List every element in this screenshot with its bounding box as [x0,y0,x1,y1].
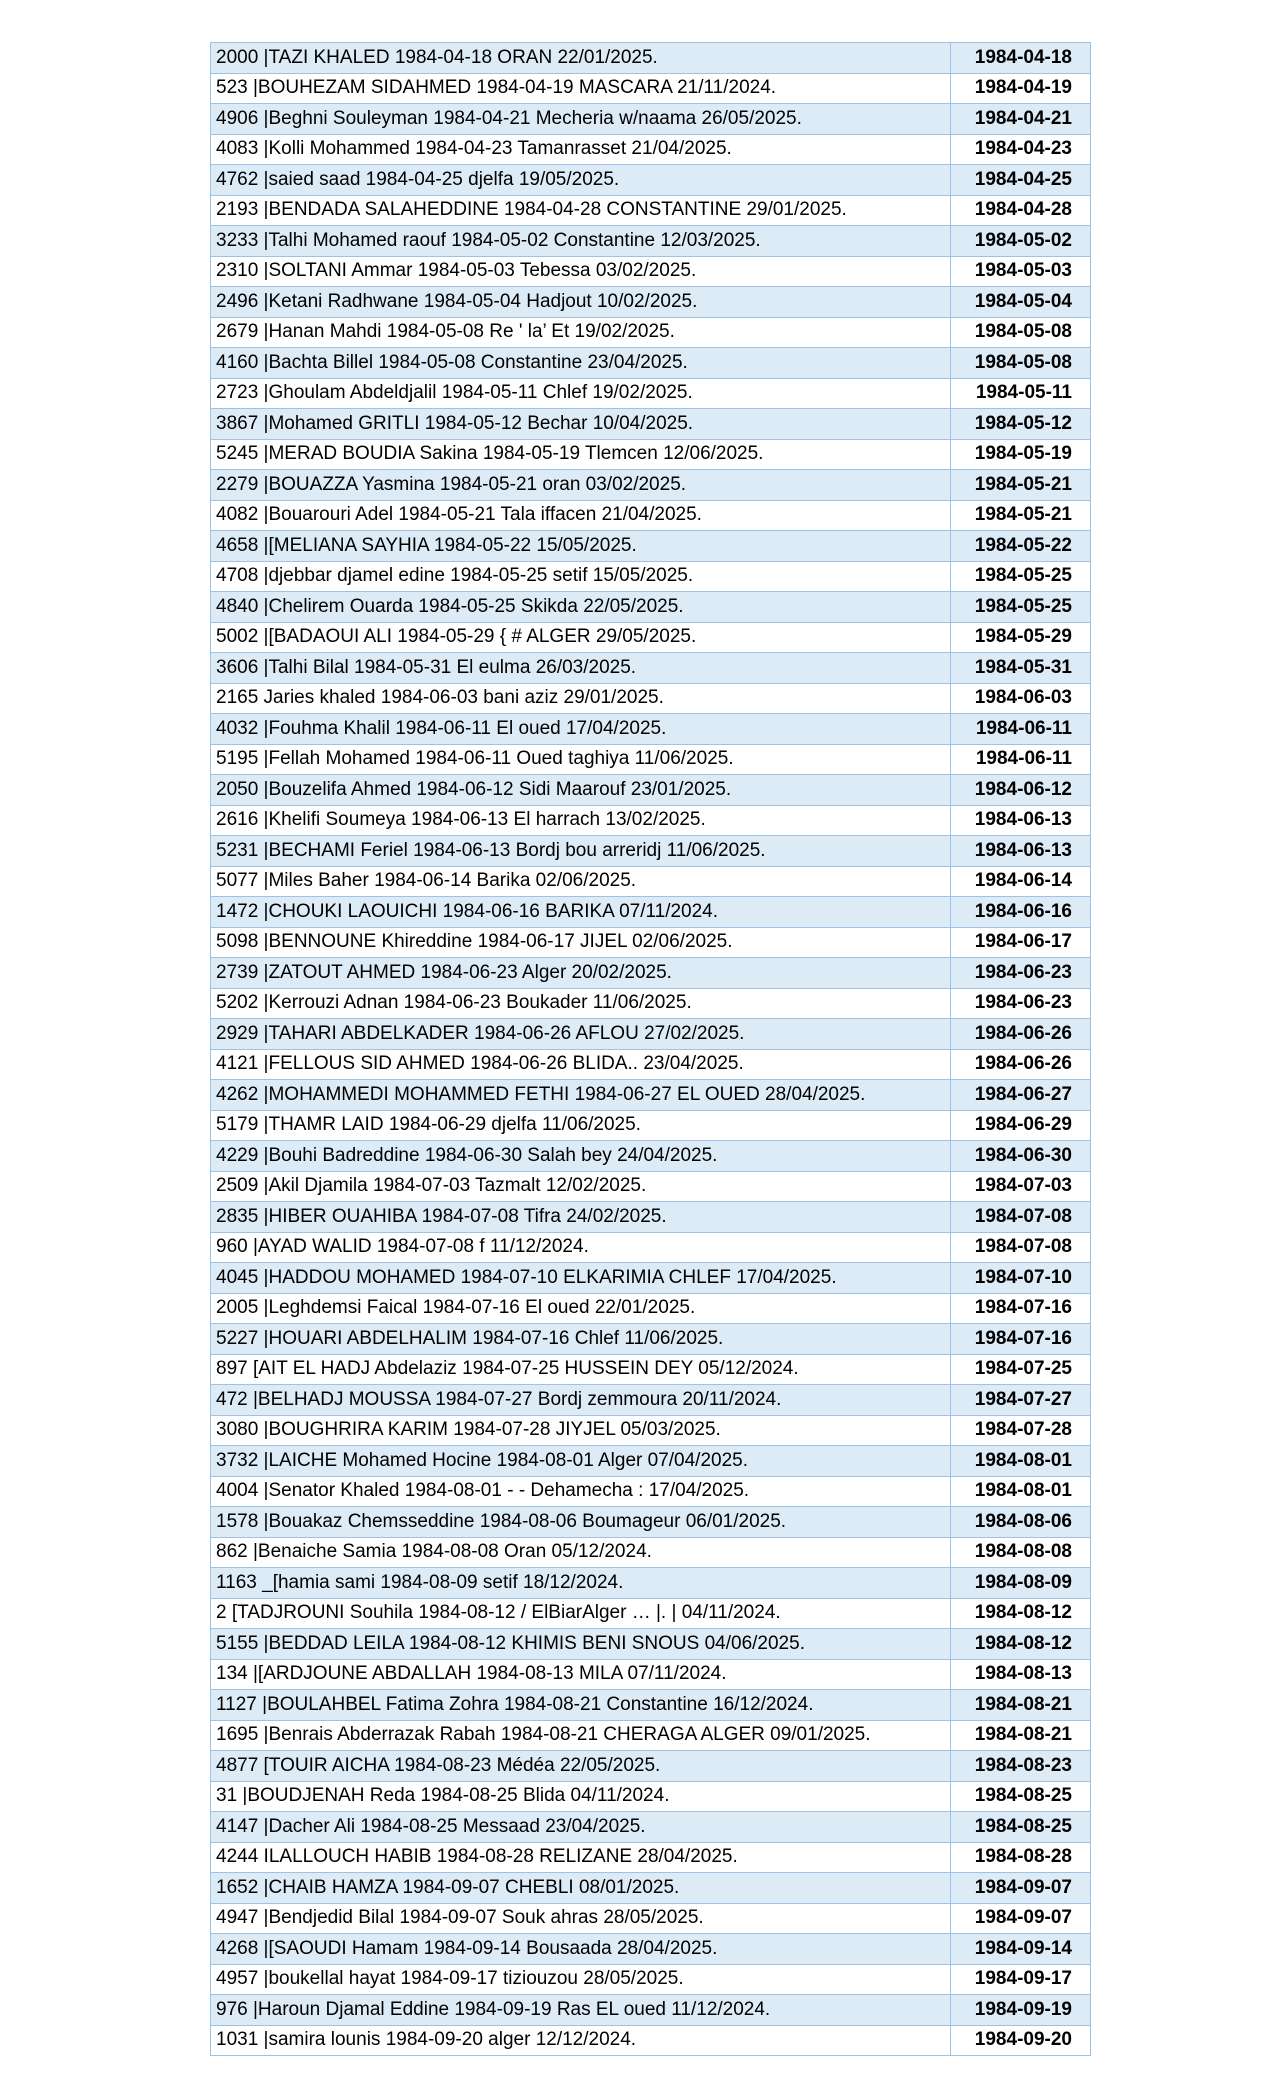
record-date-cell: 1984-05-22 [951,531,1091,562]
records-table-body [211,43,1091,2056]
table-row [211,1629,1091,1660]
record-date-cell: 1984-05-31 [951,653,1091,684]
record-date-cell: 1984-05-08 [951,317,1091,348]
record-date-cell: 1984-09-19 [951,1995,1091,2026]
record-text-cell: 1652 |CHAIB HAMZA 1984-09-07 CHEBLI 08/01/2025. [211,1873,951,1904]
record-text-cell: 4083 |Kolli Mohammed 1984-04-23 Tamanrasset 21/04/2025. [211,134,951,165]
table-row [211,897,1091,928]
table-row [211,1324,1091,1355]
table-row [211,348,1091,379]
record-text-cell: 4947 |Bendjedid Bilal 1984-09-07 Souk ahras 28/05/2025. [211,1903,951,1934]
record-date-cell: 1984-07-10 [951,1263,1091,1294]
table-row [211,1415,1091,1446]
record-date-cell: 1984-06-26 [951,1049,1091,1080]
record-date-cell: 1984-08-25 [951,1781,1091,1812]
record-date-cell: 1984-06-23 [951,988,1091,1019]
record-text-cell: 2509 |Akil Djamila 1984-07-03 Tazmalt 12/02/2025. [211,1171,951,1202]
record-date-cell: 1984-08-28 [951,1842,1091,1873]
record-text-cell: 4906 |Beghni Souleyman 1984-04-21 Mecheria w/naama 26/05/2025. [211,104,951,135]
record-date-cell: 1984-08-01 [951,1446,1091,1477]
document-page [210,42,1090,2056]
record-date-cell: 1984-06-23 [951,958,1091,989]
record-text-cell: 960 |AYAD WALID 1984-07-08 f 11/12/2024. [211,1232,951,1263]
record-text-cell: 5179 |THAMR LAID 1984-06-29 djelfa 11/06/2025. [211,1110,951,1141]
record-date-cell: 1984-05-21 [951,500,1091,531]
table-row [211,622,1091,653]
record-date-cell: 1984-07-16 [951,1293,1091,1324]
table-row [211,1659,1091,1690]
record-text-cell: 2929 |TAHARI ABDELKADER 1984-06-26 AFLOU 27/02/2025. [211,1019,951,1050]
table-row [211,1690,1091,1721]
table-row [211,1141,1091,1172]
record-date-cell: 1984-07-25 [951,1354,1091,1385]
record-text-cell: 2679 |Hanan Mahdi 1984-05-08 Re ' la’ Et 19/02/2025. [211,317,951,348]
record-text-cell: 4032 |Fouhma Khalil 1984-06-11 El oued 17/04/2025. [211,714,951,745]
table-row [211,683,1091,714]
record-date-cell: 1984-06-14 [951,866,1091,897]
record-text-cell: 4877 [TOUIR AICHA 1984-08-23 Médéa 22/05/2025. [211,1751,951,1782]
table-row [211,2025,1091,2056]
record-date-cell: 1984-04-19 [951,73,1091,104]
record-text-cell: 862 |Benaiche Samia 1984-08-08 Oran 05/12/2024. [211,1537,951,1568]
table-row [211,317,1091,348]
table-row [211,1446,1091,1477]
record-text-cell: 5098 |BENNOUNE Khireddine 1984-06-17 JIJEL 02/06/2025. [211,927,951,958]
table-row [211,1354,1091,1385]
record-date-cell: 1984-06-17 [951,927,1091,958]
record-date-cell: 1984-09-14 [951,1934,1091,1965]
table-row [211,714,1091,745]
table-row [211,1232,1091,1263]
table-row [211,1781,1091,1812]
record-date-cell: 1984-04-25 [951,165,1091,196]
record-text-cell: 4658 |[MELIANA SAYHIA 1984-05-22 15/05/2025. [211,531,951,562]
record-date-cell: 1984-08-25 [951,1812,1091,1843]
record-date-cell: 1984-06-29 [951,1110,1091,1141]
record-text-cell: 4957 |boukellal hayat 1984-09-17 tiziouzou 28/05/2025. [211,1964,951,1995]
record-text-cell: 4082 |Bouarouri Adel 1984-05-21 Tala iffacen 21/04/2025. [211,500,951,531]
record-date-cell: 1984-05-03 [951,256,1091,287]
record-text-cell: 5195 |Fellah Mohamed 1984-06-11 Oued taghiya 11/06/2025. [211,744,951,775]
record-date-cell: 1984-08-12 [951,1629,1091,1660]
record-text-cell: 2 [TADJROUNI Souhila 1984-08-12 / ElBiarAlger … |. | 04/11/2024. [211,1598,951,1629]
record-text-cell: 4121 |FELLOUS SID AHMED 1984-06-26 BLIDA.. 23/04/2025. [211,1049,951,1080]
record-text-cell: 4268 |[SAOUDI Hamam 1984-09-14 Bousaada 28/04/2025. [211,1934,951,1965]
table-row [211,775,1091,806]
records-table [210,42,1091,2056]
record-text-cell: 4229 |Bouhi Badreddine 1984-06-30 Salah bey 24/04/2025. [211,1141,951,1172]
record-text-cell: 2193 |BENDADA SALAHEDDINE 1984-04-28 CONSTANTINE 29/01/2025. [211,195,951,226]
record-text-cell: 2310 |SOLTANI Ammar 1984-05-03 Tebessa 03/02/2025. [211,256,951,287]
record-text-cell: 2000 |TAZI KHALED 1984-04-18 ORAN 22/01/2025. [211,43,951,74]
table-row [211,1903,1091,1934]
table-row [211,378,1091,409]
table-row [211,195,1091,226]
record-date-cell: 1984-06-13 [951,836,1091,867]
record-date-cell: 1984-06-27 [951,1080,1091,1111]
record-text-cell: 472 |BELHADJ MOUSSA 1984-07-27 Bordj zemmoura 20/11/2024. [211,1385,951,1416]
record-date-cell: 1984-06-03 [951,683,1091,714]
table-row [211,256,1091,287]
record-text-cell: 4160 |Bachta Billel 1984-05-08 Constantine 23/04/2025. [211,348,951,379]
table-row [211,1110,1091,1141]
record-date-cell: 1984-07-08 [951,1232,1091,1263]
table-row [211,1720,1091,1751]
table-row [211,866,1091,897]
record-date-cell: 1984-09-17 [951,1964,1091,1995]
record-date-cell: 1984-07-03 [951,1171,1091,1202]
record-date-cell: 1984-06-13 [951,805,1091,836]
record-date-cell: 1984-08-21 [951,1720,1091,1751]
table-row [211,73,1091,104]
table-row [211,1293,1091,1324]
record-text-cell: 1695 |Benrais Abderrazak Rabah 1984-08-21 CHERAGA ALGER 09/01/2025. [211,1720,951,1751]
record-text-cell: 897 [AIT EL HADJ Abdelaziz 1984-07-25 HUSSEIN DEY 05/12/2024. [211,1354,951,1385]
table-row [211,744,1091,775]
record-text-cell: 134 |[ARDJOUNE ABDALLAH 1984-08-13 MILA 07/11/2024. [211,1659,951,1690]
record-date-cell: 1984-06-11 [951,744,1091,775]
record-text-cell: 5155 |BEDDAD LEILA 1984-08-12 KHIMIS BENI SNOUS 04/06/2025. [211,1629,951,1660]
record-date-cell: 1984-07-28 [951,1415,1091,1446]
table-row [211,1873,1091,1904]
table-row [211,104,1091,135]
record-date-cell: 1984-05-11 [951,378,1091,409]
record-text-cell: 4147 |Dacher Ali 1984-08-25 Messaad 23/04/2025. [211,1812,951,1843]
table-row [211,1537,1091,1568]
table-row [211,836,1091,867]
record-date-cell: 1984-05-19 [951,439,1091,470]
record-text-cell: 2050 |Bouzelifa Ahmed 1984-06-12 Sidi Maarouf 23/01/2025. [211,775,951,806]
record-text-cell: 2739 |ZATOUT AHMED 1984-06-23 Alger 20/02/2025. [211,958,951,989]
record-text-cell: 31 |BOUDJENAH Reda 1984-08-25 Blida 04/11/2024. [211,1781,951,1812]
table-row [211,1995,1091,2026]
record-text-cell: 5077 |Miles Baher 1984-06-14 Barika 02/06/2025. [211,866,951,897]
record-date-cell: 1984-05-02 [951,226,1091,257]
record-date-cell: 1984-05-29 [951,622,1091,653]
record-date-cell: 1984-08-23 [951,1751,1091,1782]
record-text-cell: 3732 |LAICHE Mohamed Hocine 1984-08-01 Alger 07/04/2025. [211,1446,951,1477]
record-date-cell: 1984-06-30 [951,1141,1091,1172]
record-text-cell: 5002 |[BADAOUI ALI 1984-05-29 { # ALGER 29/05/2025. [211,622,951,653]
table-row [211,1263,1091,1294]
record-date-cell: 1984-08-12 [951,1598,1091,1629]
record-date-cell: 1984-08-21 [951,1690,1091,1721]
record-date-cell: 1984-06-11 [951,714,1091,745]
record-date-cell: 1984-04-28 [951,195,1091,226]
record-text-cell: 2616 |Khelifi Soumeya 1984-06-13 El harrach 13/02/2025. [211,805,951,836]
record-date-cell: 1984-07-27 [951,1385,1091,1416]
record-date-cell: 1984-06-12 [951,775,1091,806]
table-row [211,1080,1091,1111]
record-date-cell: 1984-07-08 [951,1202,1091,1233]
table-row [211,409,1091,440]
record-text-cell: 1472 |CHOUKI LAOUICHI 1984-06-16 BARIKA 07/11/2024. [211,897,951,928]
table-row [211,1019,1091,1050]
record-date-cell: 1984-05-04 [951,287,1091,318]
table-row [211,561,1091,592]
table-row [211,134,1091,165]
record-text-cell: 1578 |Bouakaz Chemsseddine 1984-08-06 Boumageur 06/01/2025. [211,1507,951,1538]
table-row [211,500,1091,531]
record-date-cell: 1984-06-16 [951,897,1091,928]
record-text-cell: 5245 |MERAD BOUDIA Sakina 1984-05-19 Tlemcen 12/06/2025. [211,439,951,470]
record-text-cell: 976 |Haroun Djamal Eddine 1984-09-19 Ras EL oued 11/12/2024. [211,1995,951,2026]
table-row [211,988,1091,1019]
record-date-cell: 1984-06-26 [951,1019,1091,1050]
table-row [211,470,1091,501]
table-row [211,531,1091,562]
table-row [211,1934,1091,1965]
record-text-cell: 3867 |Mohamed GRITLI 1984-05-12 Bechar 10/04/2025. [211,409,951,440]
record-date-cell: 1984-08-06 [951,1507,1091,1538]
record-date-cell: 1984-09-20 [951,2025,1091,2056]
record-date-cell: 1984-04-21 [951,104,1091,135]
table-row [211,805,1091,836]
record-text-cell: 4708 |djebbar djamel edine 1984-05-25 setif 15/05/2025. [211,561,951,592]
record-text-cell: 5202 |Kerrouzi Adnan 1984-06-23 Boukader 11/06/2025. [211,988,951,1019]
record-text-cell: 1127 |BOULAHBEL Fatima Zohra 1984-08-21 Constantine 16/12/2024. [211,1690,951,1721]
table-row [211,1842,1091,1873]
record-text-cell: 4244 ILALLOUCH HABIB 1984-08-28 RELIZANE 28/04/2025. [211,1842,951,1873]
record-date-cell: 1984-09-07 [951,1903,1091,1934]
table-row [211,653,1091,684]
record-text-cell: 4004 |Senator Khaled 1984-08-01 - - Dehamecha : 17/04/2025. [211,1476,951,1507]
record-text-cell: 2279 |BOUAZZA Yasmina 1984-05-21 oran 03/02/2025. [211,470,951,501]
table-row [211,1964,1091,1995]
record-date-cell: 1984-08-01 [951,1476,1091,1507]
record-text-cell: 2723 |Ghoulam Abdeldjalil 1984-05-11 Chlef 19/02/2025. [211,378,951,409]
record-text-cell: 2835 |HIBER OUAHIBA 1984-07-08 Tifra 24/02/2025. [211,1202,951,1233]
table-row [211,958,1091,989]
record-text-cell: 523 |BOUHEZAM SIDAHMED 1984-04-19 MASCARA 21/11/2024. [211,73,951,104]
table-row [211,1751,1091,1782]
table-row [211,165,1091,196]
table-row [211,1202,1091,1233]
record-text-cell: 4262 |MOHAMMEDI MOHAMMED FETHI 1984-06-27 EL OUED 28/04/2025. [211,1080,951,1111]
record-date-cell: 1984-05-08 [951,348,1091,379]
table-row [211,1812,1091,1843]
record-text-cell: 5227 |HOUARI ABDELHALIM 1984-07-16 Chlef 11/06/2025. [211,1324,951,1355]
table-row [211,1598,1091,1629]
record-text-cell: 3080 |BOUGHRIRA KARIM 1984-07-28 JIYJEL 05/03/2025. [211,1415,951,1446]
record-text-cell: 5231 |BECHAMI Feriel 1984-06-13 Bordj bou arreridj 11/06/2025. [211,836,951,867]
record-text-cell: 2496 |Ketani Radhwane 1984-05-04 Hadjout 10/02/2025. [211,287,951,318]
table-row [211,1171,1091,1202]
record-date-cell: 1984-04-23 [951,134,1091,165]
table-row [211,439,1091,470]
record-text-cell: 2165 Jaries khaled 1984-06-03 bani aziz 29/01/2025. [211,683,951,714]
record-date-cell: 1984-08-08 [951,1537,1091,1568]
record-text-cell: 1031 |samira lounis 1984-09-20 alger 12/12/2024. [211,2025,951,2056]
record-date-cell: 1984-05-25 [951,561,1091,592]
record-text-cell: 4045 |HADDOU MOHAMED 1984-07-10 ELKARIMIA CHLEF 17/04/2025. [211,1263,951,1294]
table-row [211,1568,1091,1599]
table-row [211,927,1091,958]
record-date-cell: 1984-05-25 [951,592,1091,623]
record-date-cell: 1984-09-07 [951,1873,1091,1904]
record-date-cell: 1984-05-21 [951,470,1091,501]
record-text-cell: 3606 |Talhi Bilal 1984-05-31 El eulma 26/03/2025. [211,653,951,684]
table-row [211,287,1091,318]
table-row [211,1049,1091,1080]
table-row [211,43,1091,74]
table-row [211,226,1091,257]
record-text-cell: 3233 |Talhi Mohamed raouf 1984-05-02 Constantine 12/03/2025. [211,226,951,257]
record-date-cell: 1984-04-18 [951,43,1091,74]
table-row [211,1385,1091,1416]
record-text-cell: 4840 |Chelirem Ouarda 1984-05-25 Skikda 22/05/2025. [211,592,951,623]
table-row [211,1476,1091,1507]
record-date-cell: 1984-05-12 [951,409,1091,440]
table-row [211,592,1091,623]
record-text-cell: 2005 |Leghdemsi Faical 1984-07-16 El oued 22/01/2025. [211,1293,951,1324]
table-row [211,1507,1091,1538]
record-text-cell: 4762 |saied saad 1984-04-25 djelfa 19/05/2025. [211,165,951,196]
record-date-cell: 1984-08-13 [951,1659,1091,1690]
record-text-cell: 1163 _[hamia sami 1984-08-09 setif 18/12/2024. [211,1568,951,1599]
record-date-cell: 1984-07-16 [951,1324,1091,1355]
record-date-cell: 1984-08-09 [951,1568,1091,1599]
